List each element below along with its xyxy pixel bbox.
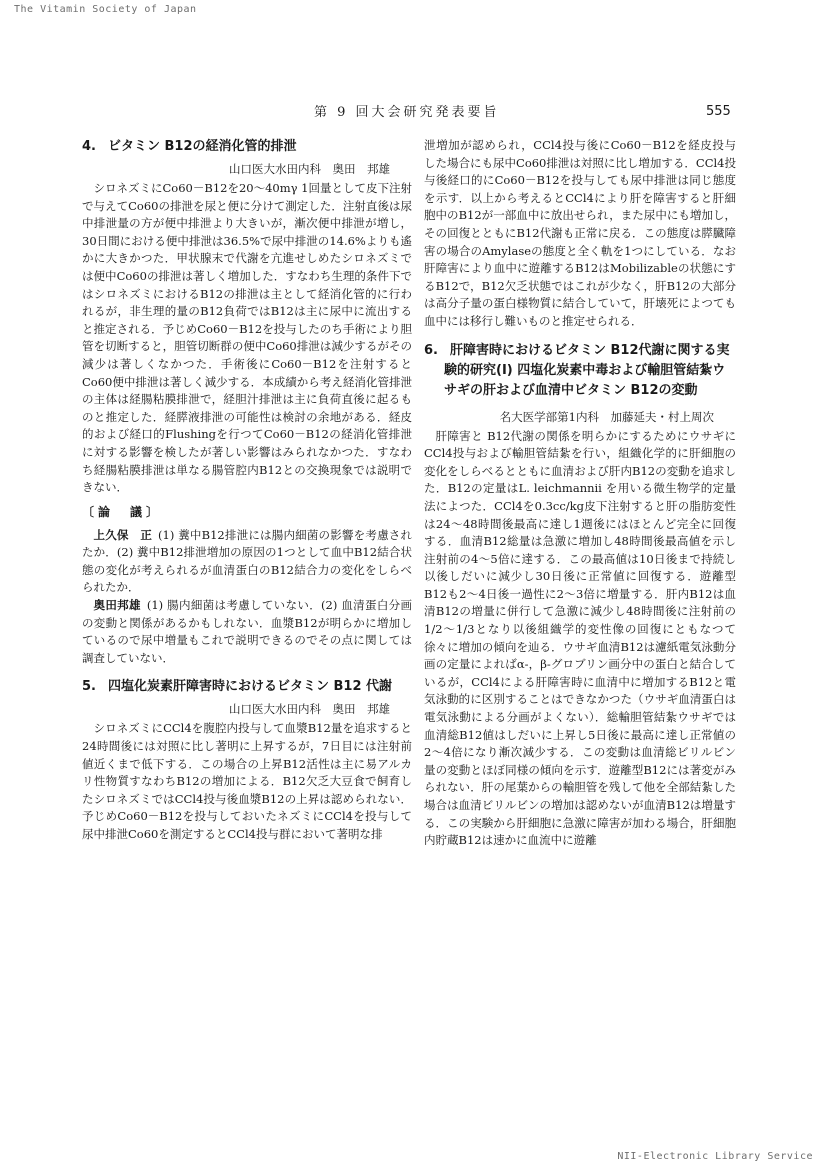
watermark-bottom: NII-Electronic Library Service (617, 1151, 813, 1162)
section-6-number: 6. (424, 342, 438, 358)
section-5-body: シロネズミにCCl4を腹腔内投与して血漿B12量を追求すると24時間後には対照に比し著明に上昇するが，7日目には注射前値近くまで低下する．この場合の上昇B12活性は主に易アルカリ性物質すなわちB12の増加による．B12欠乏大豆食で飼育したシロネズミではCCl4投与後血漿B12の上昇は認められない．予じめCo60－B12を投与しておいたネズミにCCl4を投与して尿中排泄Co60を測定するとCCl4投与群において著明な排 (82, 721, 412, 841)
section-5-number: 5. (82, 679, 96, 695)
question-text: (1) 糞中B12排泄には腸内細菌の影響を考慮されたか．(2) 糞中B12排泄増加の原因の1つとして血中B12結合状態の変化が考えられるが血清蛋白のB12結合力の変化をしらべられたか． (82, 527, 413, 595)
section-6-title-text: 肝障害時におけるビタミン B12代謝に関する実験的研究(I) 四塩化炭素中毒および輸胆管結紮ウサギの肝および血清中ビタミン B12の変動 (444, 342, 730, 398)
left-column (82, 137, 412, 844)
section-4-affiliation: 山口医大水田内科 奥田 邦雄 (229, 162, 390, 176)
section-5-continuation: 泄増加が認められ，CCl4投与後にCo60－B12を経皮投与した場合にも尿中Co60排泄は対照に比し増加する．CCl4投与後経口的にCo60－B12を投与しても尿中排泄は同じ態度を示す．以上から考えるとCCl4により肝を障害すると肝細胞中のB12が一部血中に放出せられ，また尿中にも増加し，その回復とともにB12代謝も正常に戻る．この態度は膵臓障害の場合のAmylaseの態度と全く軌を1つにしている．なお肝障害により血中に遊離するB12はMobilizableの状態にするB12で，B12欠乏状態ではこれが少なく，肝B12の大部分は高分子量の蛋白様物質に結合していて，肝壊死によつても血中には移行し難いものと推定せられる． (424, 138, 736, 328)
section-5-affiliation: 山口医大水田内科 奥田 邦雄 (229, 702, 390, 717)
answer-text: (1) 腸内細菌は考慮していない．(2) 血清蛋白分画の変動と関係があるかもしれない．血漿B12が明らかに増加しているので尿中増量もこれで説明できるのでその点に関しては調査していない． (82, 598, 413, 665)
section-4-title-text: ビタミン B12の経消化管的排泄 (107, 139, 297, 154)
section-5-title-text: 四塩化炭素肝障害時におけるビタミン B12 代謝 (107, 679, 393, 695)
watermark-top: The Vitamin Society of Japan (14, 4, 197, 15)
section-6-body: 肝障害と B12代謝の関係を明らかにするためにウサギにCCl4投与および輸胆管結紮を行い，組織化学的に肝細胞の変化をしらべるとともに血清および肝内B12の変動を追求した．B12の定量はL. leichmannii を用いる微生物学的定量法によつた．CCl4を0.3cc/kg皮下注射すると肝の脂肪変性は24～48時間後最高に達し1週後にはほとんど完全に回復する．血清B12総量は急激に増加し48時間後最高値を示し注射前の4～5倍に達する．この最高値は10日後まで持続し以後しだいに減少し30日後に正常値に回復する．遊離型B12も2～4日後一過性に2～3倍に増量する．肝内B12は血清B12の増量に併行して急激に減少し48時間後に注射前の1/2～1/3となり以後組織学的変性像の回復にともなつて徐々に増加の傾向を辿る．ウサギ血清B12は濾紙電気泳動分画の定量によればα-，β-グロブリン画分中の蛋白と結合しているが，CCl4による肝障害時に血清中に増加するB12と電気泳動的に区別することはできなかつた（ウサギ血清蛋白は電気泳動による分画がよくない）．総輸胆管結紮ウサギでは血清総B12値はしだいに上昇し5日後に最高に達し正常値の2～4倍になり漸次減少する．この変動は血清総ビリルビン量の変動とほぼ同様の傾向を示す．遊離型B12には著変がみられない．肝の尾葉からの輸胆管を残して他を全部結紮した場合は血清ビリルビンの増加は認めないが血清B12は増量する．この実験から肝細胞に急激に障害が加わる場合，肝細胞内貯蔵B12は速かに血流中に遊離 (424, 428, 736, 848)
answer-speaker: 奥田邦雄 (93, 598, 141, 613)
discussion-question (82, 527, 412, 597)
page-number: 555 (706, 104, 731, 119)
section-6-affiliation: 名大医学部第1内科 加藤延夫・村上周次 (499, 409, 714, 424)
section-4-number: 4. (82, 139, 96, 154)
section-5-title (82, 677, 412, 697)
running-head: 第 9 回大会研究発表要旨 (314, 105, 500, 120)
section-4-body: シロネズミにCo60－B12を20～40mγ 1回量として皮下注射で与えてCo60の排泄を尿と便に分けて測定した．注射直後は尿中排泄量の方が便中排泄より大きいが，漸次便中排泄が増し，30日間における便中排泄は36.5%で尿中排泄の14.6%よりも遙かに大きかつた．甲状腺末で代謝を亢進せしめたシロネズミでは便中Co60の排泄は著しく増加した．すなわち生理的条件下ではシロネズミにおけるB12の排泄は主として経消化管的に行われるが，非生理的量のB12負荷ではB12は主に尿中に流出すると推定される．予じめCo60－B12を投与したのち手術により胆管を切断すると，胆管切断群の便中Co60排泄は減少するがその減少は著しくなかつた．手術後にCo60－B12を注射するとCo60便中排泄は著しく減少する．本成績から考え経消化管排泄の主体は経腸粘膜排泄で，経胆汁排泄は主に負荷直後に起るものと推定した．経膵液排泄の可能性は検討の余地がある．経皮的および経口的Flushingを行つてCo60－B12の経消化管排泄に対する影響を検したが著しい影響はみられなかつた．すなわち経腸粘膜排泄は単なる腸管腔内B12との交換現象では説明できない． (82, 181, 412, 495)
discussion-answer (82, 597, 412, 667)
right-column (424, 137, 736, 850)
section-4-title (82, 137, 412, 157)
discussion-heading: 〔論 議〕 (82, 504, 163, 519)
question-speaker: 上久保 正 (93, 527, 153, 542)
section-6-title (424, 341, 736, 401)
